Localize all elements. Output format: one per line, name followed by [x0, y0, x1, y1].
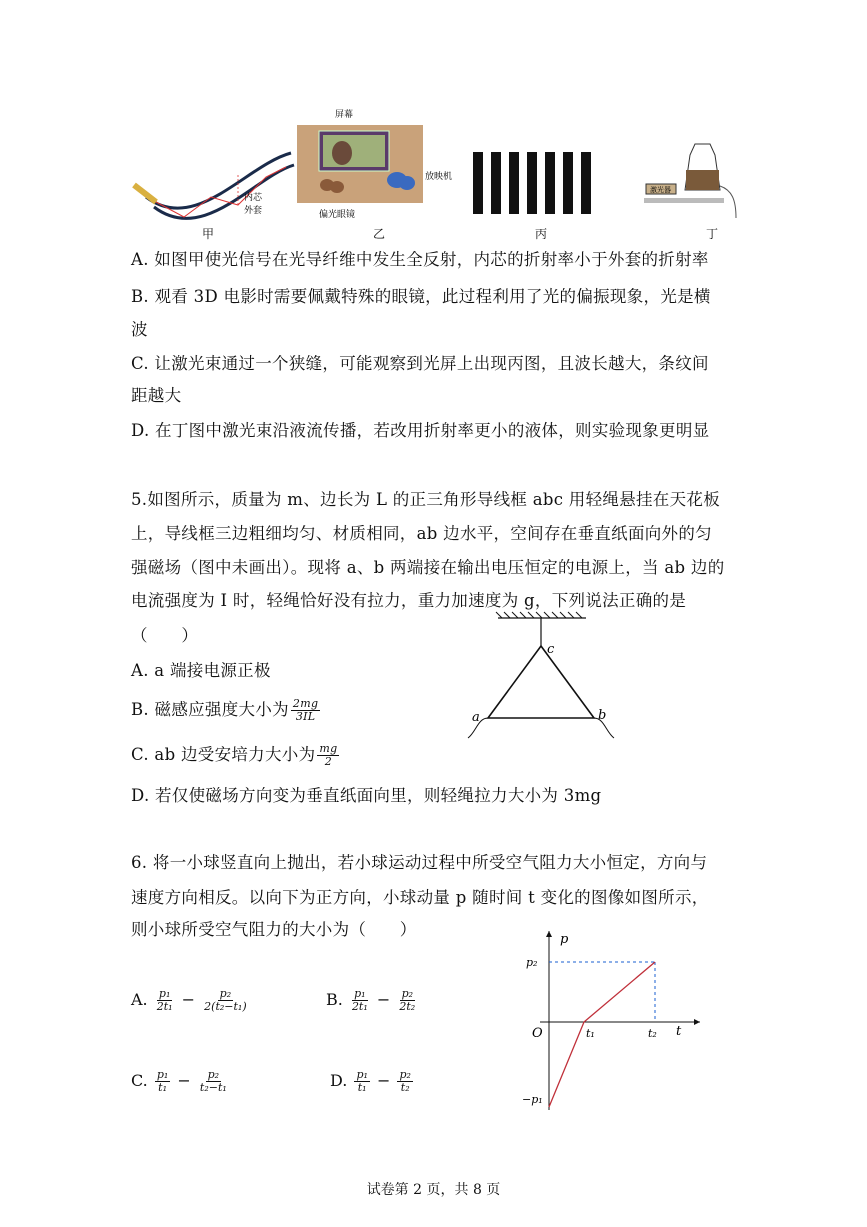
- q4-option-d: D. 在丁图中激光束沿液流传播，若改用折射率更小的液体，则实验现象更明显: [131, 421, 710, 440]
- q6-option-a: A. $\frac{\text{p₁}}{\text{2t₁}}$ − $\frac{\text{p₂}}{\text{2(t₂−t₁)}}$: [131, 987, 247, 1013]
- neg-p1-tick-label: −p₁: [522, 1093, 543, 1106]
- vertex-a: a: [472, 710, 480, 725]
- q4-option-a: A. 如图甲使光信号在光导纤维中发生全反射，内芯的折射率小于外套的折射率: [131, 250, 709, 269]
- q6-option-c: C. $\frac{\text{p₁}}{\text{t₁}}$ − $\frac{\text{p₂}}{\text{t₂−t₁}}$: [131, 1068, 227, 1094]
- figure-jia-optical-fiber: [126, 145, 296, 235]
- label-yi: 乙: [373, 227, 386, 241]
- q5-line4: 电流强度为 I 时，轻绳恰好没有拉力，重力加速度为 g，下列说法正确的是: [131, 591, 687, 610]
- label-bing: 丙: [535, 227, 548, 241]
- figure-q5-triangle-frame: [462, 610, 622, 750]
- y-axis-label: p: [560, 932, 569, 947]
- t2-tick-label: t₂: [648, 1027, 657, 1040]
- q6-option-d: D. $\frac{\text{p₁}}{\text{t₁}}$ − $\frac{\text{p₂}}{\text{t₂}}$: [330, 1068, 411, 1094]
- vertex-c: c: [547, 642, 555, 657]
- q6-line1: 6. 将一小球竖直向上抛出，若小球运动过程中所受空气阻力大小恒定，方向与: [131, 853, 708, 872]
- q5-line2: 上，导线框三边粗细均匀、材质相同，ab 边水平，空间存在垂直纸面向外的匀: [131, 524, 712, 543]
- q4-option-c-line1: C. 让激光束通过一个狭缝，可能观察到光屏上出现丙图，且波长越大，条纹间: [131, 354, 709, 373]
- label-ding: 丁: [706, 227, 719, 241]
- core-label: 内芯: [244, 193, 263, 203]
- projector-label: 放映机: [425, 172, 453, 182]
- q5-line3: 强磁场（图中未画出）。现将 a、b 两端接在输出电压恒定的电源上，当 ab 边的: [131, 558, 725, 577]
- cladding-label: 外套: [244, 206, 263, 216]
- q5-option-d: D. 若仅使磁场方向变为垂直纸面向里，则轻绳拉力大小为 3mg: [131, 786, 602, 805]
- q5-option-a: A. a 端接电源正极: [131, 661, 271, 680]
- figure-yi-3d-cinema: [297, 105, 467, 225]
- laser-label: 激光器: [650, 186, 671, 194]
- q5-option-b-text: B. 磁感应强度大小为: [131, 700, 289, 719]
- q5-option-c-fraction: $\frac{mg}{2}$: [319, 742, 338, 768]
- q5-option-c: [131, 743, 341, 768]
- t1-tick-label: t₁: [586, 1027, 595, 1040]
- q4-option-b-line1: B. 观看 3D 电影时需要佩戴特殊的眼镜，此过程利用了光的偏振现象，光是横: [131, 287, 711, 306]
- q5-answer-paren: （ ）: [131, 626, 199, 645]
- q4-option-c-line2: 距越大: [131, 386, 182, 405]
- q5-option-c-text: C. ab 边受安培力大小为: [131, 745, 316, 764]
- figure-bing-fringes: [471, 152, 601, 214]
- p2-tick-label: p₂: [526, 956, 538, 969]
- q5-line1: 5.如图所示，质量为 m、边长为 L 的正三角形导线框 abc 用轻绳悬挂在天花板: [131, 490, 721, 509]
- q6-line3: 则小球所受空气阻力的大小为（ ）: [131, 920, 417, 939]
- figure-q6-momentum-graph: [520, 925, 710, 1115]
- q5-option-b: [131, 698, 322, 723]
- q6-line2: 速度方向相反。以向下为正方向，小球动量 p 随时间 t 变化的图像如图所示，: [131, 888, 709, 907]
- q5-option-b-fraction: $\frac{2mg}{3IL}$: [292, 697, 319, 723]
- label-jia: 甲: [202, 227, 215, 241]
- screen-label: 屏幕: [335, 110, 354, 120]
- vertex-b: b: [598, 708, 607, 723]
- glasses-label: 偏光眼镜: [319, 210, 356, 220]
- origin-label: O: [532, 1026, 543, 1041]
- q6-option-b: B. $\frac{\text{p₁}}{\text{2t₁}}$ − $\frac{\text{p₂}}{\text{2t₂}}$: [326, 987, 416, 1013]
- page-footer: 试卷第 2 页，共 8 页: [366, 1182, 501, 1198]
- q4-option-b-line2: 波: [131, 320, 148, 339]
- x-axis-label: t: [676, 1024, 682, 1039]
- figure-ding-laser-water: [640, 140, 740, 220]
